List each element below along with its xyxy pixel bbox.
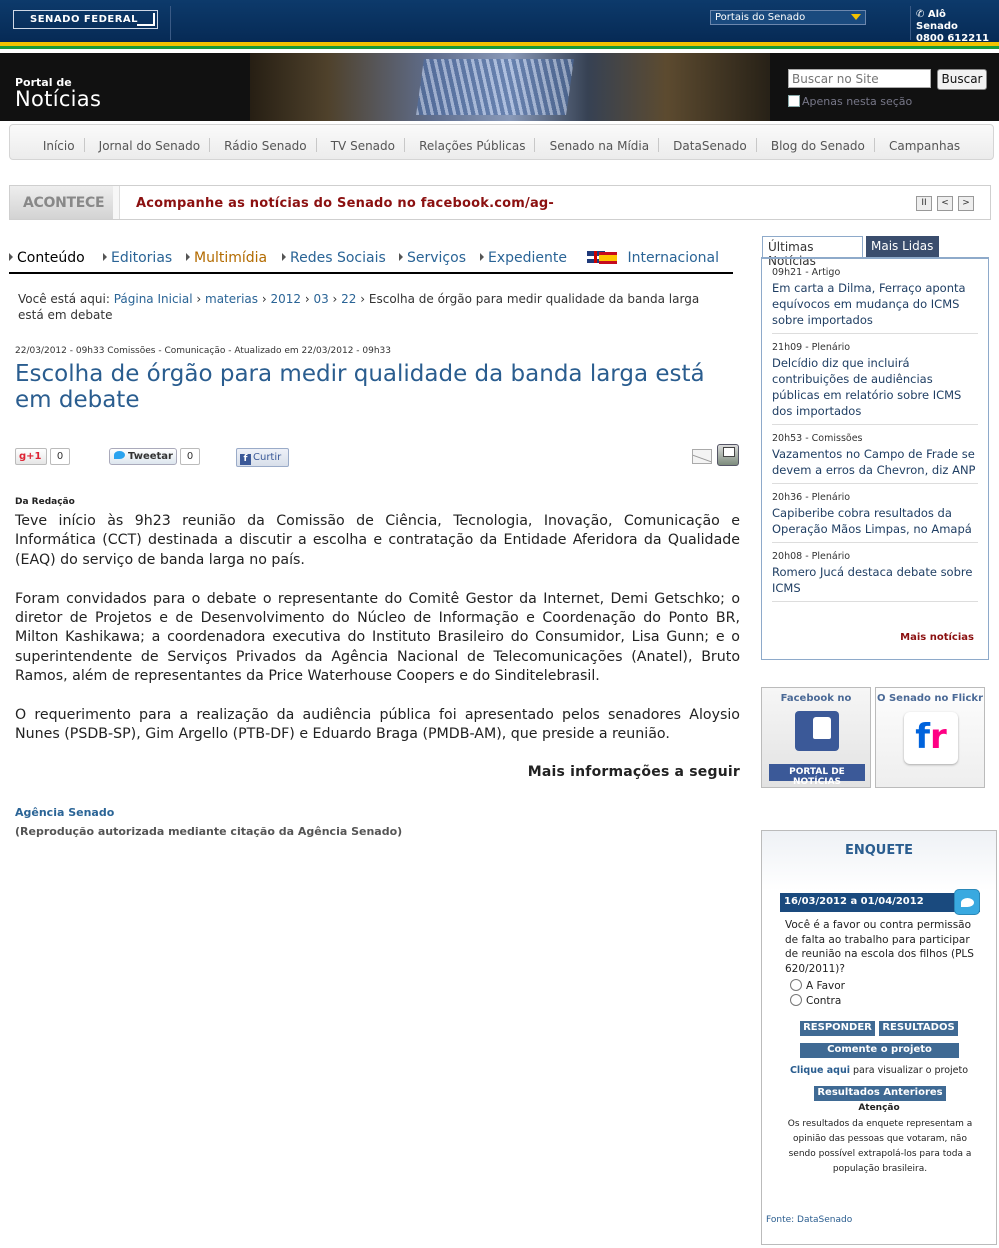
bullet-icon [103, 253, 107, 261]
tweet-label: Tweetar [128, 451, 173, 462]
news-time: 20h36 - Plenário [772, 492, 851, 503]
search-input[interactable] [788, 69, 931, 88]
nav-label: Redes Sociais [290, 250, 386, 266]
logo-text: SENADO FEDERAL [30, 14, 139, 25]
project-link-text [762, 1065, 996, 1076]
nav-label: Editorias [111, 250, 173, 266]
nav-servicos[interactable] [399, 250, 466, 266]
separator [756, 138, 757, 152]
separator [534, 138, 535, 152]
poll-option-contra[interactable] [790, 994, 841, 1007]
tweet-count: 0 [180, 448, 200, 465]
poll-box [761, 830, 997, 1245]
spain-flag-icon [599, 252, 617, 264]
facebook-icon: f [240, 454, 251, 465]
phone-icon: ✆ [916, 9, 925, 20]
article-body [15, 512, 740, 764]
separator [209, 138, 210, 152]
flags-icon [587, 250, 617, 264]
portal-banner [0, 53, 999, 121]
news-item[interactable] [772, 334, 978, 425]
thumbs-up-icon [795, 711, 839, 751]
logo-mark-icon [137, 13, 155, 26]
separator [404, 138, 405, 152]
only-section-label: Apenas nesta seção [802, 95, 913, 108]
ticker-label: ACONTECE [10, 186, 114, 219]
menu-item-inicio[interactable]: Início [42, 139, 75, 153]
alo-senado-label [916, 9, 990, 33]
divider [170, 6, 171, 40]
poll-option-favor[interactable] [790, 979, 845, 992]
portais-select[interactable] [710, 10, 866, 25]
flickr-caption: O Senado no Flickr [876, 693, 983, 704]
top-bar [0, 0, 999, 46]
nav-label: Conteúdo [17, 250, 85, 266]
breadcrumb-materias[interactable]: materias [205, 292, 259, 306]
separator [316, 138, 317, 152]
facebook-caption: Facebook no [780, 693, 852, 704]
nav-label: Internacional [627, 250, 720, 266]
news-time: 20h08 - Plenário [772, 551, 851, 562]
acontece-ticker [9, 185, 991, 220]
news-time: 09h21 - Artigo [772, 267, 841, 278]
news-item[interactable] [772, 543, 978, 602]
news-headline[interactable]: Delcídio diz que incluirá contribuições de audiências públicas em relatório sobre ICMS dos importados [772, 356, 962, 418]
twitter-icon[interactable] [954, 889, 980, 915]
more-news-link[interactable]: Mais notícias [900, 632, 974, 643]
bullet-icon [9, 253, 13, 261]
portal-title[interactable]: Notícias [15, 87, 102, 111]
poll-source: Fonte: DataSenado [766, 1215, 853, 1225]
nav-redes-sociais[interactable] [282, 250, 386, 266]
pause-icon[interactable]: II [916, 196, 932, 211]
like-button[interactable] [236, 448, 289, 467]
breadcrumb-day[interactable]: 22 [341, 292, 357, 306]
alo-senado[interactable] [910, 6, 990, 44]
breadcrumb-home[interactable]: Página Inicial [113, 292, 193, 306]
article-meta: 22/03/2012 - 09h33 Comissões - Comunicação - Atualizado em 22/03/2012 - 09h33 [15, 346, 392, 356]
separator [874, 138, 875, 152]
menu-item-radio[interactable]: Rádio Senado [224, 139, 307, 153]
bullet-icon [480, 253, 484, 261]
gplus-icon: g [19, 451, 27, 462]
breadcrumb-month[interactable]: 03 [313, 292, 329, 306]
only-section-option[interactable] [788, 95, 912, 108]
twitter-bird-icon [114, 451, 125, 459]
menu-item-blog[interactable]: Blog do Senado [770, 139, 865, 153]
news-headline[interactable]: Em carta a Dilma, Ferraço aponta equívocos em mudança do ICMS sobre importados [772, 281, 966, 327]
nav-label: Expediente [488, 250, 567, 266]
bullet-icon [282, 253, 286, 261]
like-label: Curtir [253, 452, 282, 463]
menu-item-campanhas[interactable]: Campanhas [888, 139, 961, 153]
section-nav [9, 248, 733, 274]
more-info: Mais informações a seguir [527, 764, 740, 780]
previous-results-button[interactable]: Resultados Anteriores [814, 1086, 946, 1101]
facebook-portal-label: PORTAL DE NOTÍCIAS [769, 764, 865, 781]
separator [658, 138, 659, 152]
search-button[interactable]: Buscar [937, 69, 987, 90]
portais-label: Portais do Senado [715, 12, 806, 23]
facebook-like [236, 448, 289, 468]
radio-button[interactable] [790, 979, 802, 991]
option-label: Contra [806, 995, 842, 1007]
respond-button[interactable]: RESPONDER [800, 1021, 875, 1036]
results-button[interactable]: RESULTADOS [879, 1021, 958, 1036]
clique-aqui-link[interactable]: Clique aqui [789, 1065, 850, 1076]
news-time: 21h09 - Plenário [772, 342, 851, 353]
breadcrumb: Você está aqui: Página Inicial › materias › 2012 › 03 › 22 › Escolha de órgão para medir qualidade da banda larga está em debate [18, 292, 700, 322]
only-section-checkbox[interactable] [788, 95, 800, 107]
paragraph: Teve início às 9h23 reunião da Comissão de Ciência, Tecnologia, Inovação, Comunicação e Informática (CCT) destinada a discutir a escolha e contratação da Entidade Aferidora da Qualidade (EAQ) do serviço de banda larga no país. [15, 513, 740, 568]
alo-line1: Alô Senado [916, 9, 958, 32]
poll-date-range: 16/03/2012 a 01/04/2012 [780, 893, 980, 912]
menu-item-datasenado[interactable]: DataSenado [673, 139, 747, 153]
menu-item-midia[interactable]: Senado na Mídia [549, 139, 650, 153]
tweet-button[interactable] [109, 448, 177, 465]
facebook-portal-box[interactable] [761, 687, 871, 788]
gplus-share [15, 448, 70, 468]
radio-button[interactable] [790, 994, 802, 1006]
print-icon[interactable] [717, 444, 739, 466]
menu-item-jornal[interactable]: Jornal do Senado [98, 139, 201, 153]
tab-latest-news[interactable]: Últimas Notícias [762, 236, 863, 258]
nav-label: Serviços [407, 250, 466, 266]
paragraph: O requerimento para a realização da audiência pública foi apresentado pelos senadores Aloysio Nunes (PSDB-SP), Gim Argello (PTB-DF) e Eduardo Braga (PMDB-AM), que preside a reunião. [15, 707, 740, 743]
news-headline[interactable]: Vazamentos no Campo de Frade se devem a erros da Chevron, diz ANP [772, 447, 976, 477]
flickr-box[interactable] [875, 687, 985, 788]
breadcrumb-prefix: Você está aqui: [18, 292, 110, 306]
main-menu [9, 124, 994, 160]
alo-phone-number: 0800 612211 [916, 33, 990, 44]
nav-conteudo[interactable] [9, 250, 85, 266]
attention-heading: Atenção [858, 1103, 900, 1113]
comment-project-button[interactable]: Comente o projeto [800, 1043, 959, 1058]
separator [84, 138, 85, 152]
bullet-icon [186, 253, 190, 261]
latest-news-box [761, 257, 989, 660]
clique-rest: para visualizar o projeto [849, 1065, 969, 1076]
paragraph: Foram convidados para o debate o representante do Comitê Gestor da Internet, Demi Getschko; o diretor de Projetos e de Desenvolvimento do Núcleo de Informação e Coordenação do Ponto BR, Milton Kashikawa; a coordenadora executiva do Instituto Brasileiro do Consumidor, Lisa Gunn; e o superintendente de Serviços Privados da Agência Nacional de Telecomunicações (Anatel), Bruto Ramos, além de representantes da Price Waterhouse Coopers e do Sinditelebrasil. [15, 590, 740, 685]
senado-federal-logo[interactable] [13, 10, 158, 29]
news-item[interactable] [772, 259, 978, 334]
previous-icon[interactable]: < [937, 196, 953, 211]
email-icon[interactable] [692, 449, 712, 464]
ticker-text[interactable]: Acompanhe as notícias do Senado no facebook.com/ag‐ [136, 196, 555, 211]
news-headline[interactable]: Capiberibe cobra resultados da Operação Mãos Limpas, no Amapá [772, 506, 972, 536]
bullet-icon [399, 253, 403, 261]
flickr-logo-icon: fr [904, 712, 958, 764]
news-item[interactable] [772, 425, 978, 484]
tab-most-read[interactable]: Mais Lidas [866, 236, 939, 258]
plenary-screen-image [416, 59, 574, 115]
poll-title: ENQUETE [845, 843, 913, 858]
news-time: 20h53 - Comissões [772, 433, 863, 444]
nav-label: Multimídia [194, 250, 268, 266]
gplus-label: +1 [26, 451, 42, 462]
nav-internacional[interactable] [587, 250, 719, 266]
chevron-down-icon [851, 14, 861, 20]
breadcrumb-year[interactable]: 2012 [270, 292, 302, 306]
option-label: A Favor [806, 980, 845, 992]
reproduction-notice: (Reprodução autorizada mediante citação da Agência Senado) [15, 825, 403, 838]
gplus-count: 0 [50, 448, 70, 465]
news-item[interactable] [772, 484, 978, 543]
gplus-button[interactable] [15, 448, 47, 465]
agencia-senado-link[interactable]: Agência Senado [15, 806, 115, 819]
nav-expediente[interactable] [480, 250, 567, 266]
nav-multimidia[interactable] [186, 250, 267, 266]
byline: Da Redação [15, 497, 75, 507]
nav-editorias[interactable] [103, 250, 172, 266]
menu-item-tv[interactable]: TV Senado [330, 139, 395, 153]
tweet-share [109, 448, 200, 468]
news-headline[interactable]: Romero Jucá destaca debate sobre ICMS [772, 565, 973, 595]
poll-disclaimer: Os resultados da enquete representam a opinião das pessoas que votaram, não sendo possível extrapolá-los para toda a população brasileira. [787, 1119, 973, 1174]
article-headline: Escolha de órgão para medir qualidade da banda larga está em debate [15, 361, 705, 413]
portal-title-small: Portal de [15, 76, 72, 89]
poll-question: Você é a favor ou contra permissão de falta ao trabalho para participar de reunião na escola dos filhos (PLS 620/2011)? [785, 919, 974, 975]
breadcrumb-current: Escolha de órgão para medir qualidade da banda larga está em debate [18, 292, 700, 322]
menu-item-relacoes[interactable]: Relações Públicas [419, 139, 526, 153]
next-icon[interactable]: > [958, 196, 974, 211]
